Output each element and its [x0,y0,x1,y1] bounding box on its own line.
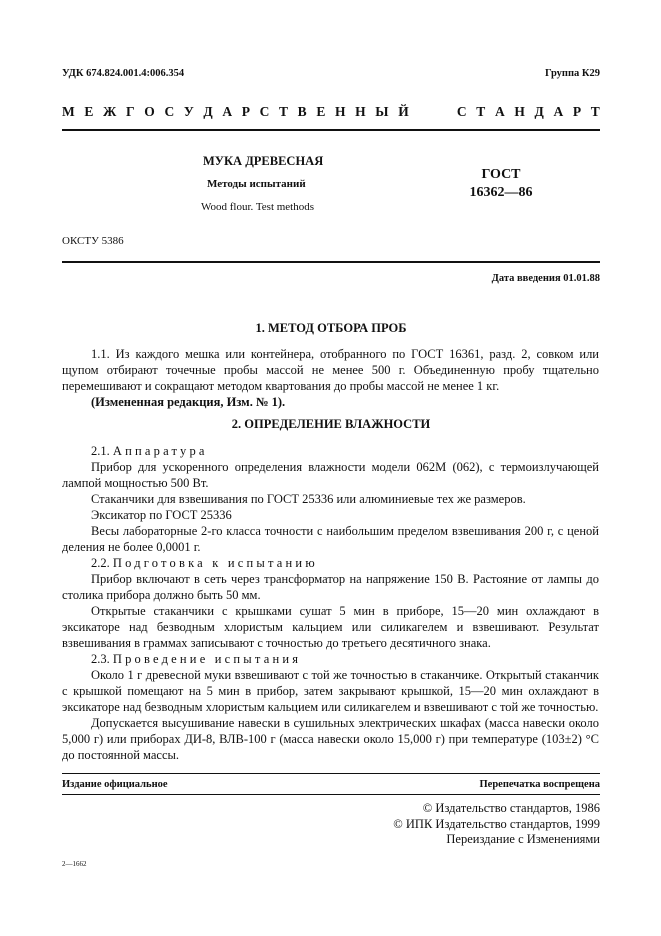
interstate-letter: Р [241,104,250,119]
gost-designation [456,166,546,202]
paragraph-2-1-b: Стаканчики для взвешивания по ГОСТ 25336 или алюминиевые тех же размеров. [91,492,526,506]
interstate-letter: Н [334,104,346,119]
interstate-letter: Н [355,104,366,119]
okstu-code: ОКСТУ 5386 [62,235,124,247]
introduction-date: Дата введения 01.01.88 [491,273,600,284]
subsection-2-3-heading [62,651,599,667]
interstate-letter: Ж [103,104,117,119]
header-divider [62,129,600,131]
interstate-letter: Т [279,104,289,119]
paragraph-2-3-a: Около 1 г древесной муки взвешивают с той же точностью в стаканчике. Открытый стаканчик с крышкой помещают на 5 мин в прибор, затем закрывают крышкой, 15—20 мин охлаждают в эксикаторе над безводным хлористым кальцием или силикагелем и взвешивают с той же точностью. [62,668,599,714]
copyright-1999: © ИПК Издательство стандартов, 1999 [393,816,600,831]
footer-divider [62,773,600,774]
udk-code: УДК 674.824.001.4:006.354 [62,68,185,79]
reissue-note: Переиздание с Изменениями [446,832,600,846]
interstate-letter: Н [514,104,525,119]
interstate-letter: А [553,104,564,119]
subsection-2-1-heading [62,443,599,459]
section-1-body [62,346,599,410]
interstate-letter: О [144,104,155,119]
paragraph-2-2-a: Прибор включают в сеть через трансформатор на напряжение 150 В. Растояние от лампы до столика прибора должно быть 50 мм. [62,572,599,602]
footer-bottom-divider [62,794,600,795]
interstate-letter: А [494,104,505,119]
interstate-letter: У [183,104,194,119]
interstate-letter: Т [590,104,600,119]
interstate-letter: Д [203,104,213,119]
subsection-2-2-number: 2.2. [91,556,110,570]
title-divider [62,261,600,263]
subsection-2-2-title: Подготовка к испытанию [112,556,318,570]
reprint-prohibited-label: Перепечатка воспрещена [479,779,600,790]
gost-label: ГОСТ [481,167,521,182]
subsection-2-1-number: 2.1. [91,444,110,458]
subsection-2-2-heading [62,555,599,571]
paragraph-2-3-b: Допускается высушивание навески в сушильных электрических шкафах (масса навески около 5,000 г) или приборах ДИ-8, ВЛВ-100 г (масса навески около 15,000 г) при температуре (103±2) °С до постоянной массы. [62,716,599,762]
interstate-letter: М [62,104,75,119]
subsection-2-3-title: Проведение испытания [112,652,302,666]
english-title: Wood flour. Test methods [201,201,315,213]
interstate-letter: С [164,104,175,119]
paragraph-2-1-c: Эксикатор по ГОСТ 25336 [91,508,232,522]
document-subtitle: Методы испытаний [207,178,306,190]
interstate-letter: Т [476,104,486,119]
section-2-heading: 2. ОПРЕДЕЛЕНИЕ ВЛАЖНОСТИ [231,417,431,431]
interstate-letter: Д [534,104,544,119]
interstate-letter: Е [84,104,94,119]
interstate-letter: С [259,104,270,119]
paragraph-1-1: 1.1. Из каждого мешка или контейнера, отобранного по ГОСТ 16361, разд. 2, совком или щупом отбирают точечные пробы массой не менее 500 г. Объединенную пробу тщательно перемешивают и сокращают методом квартования до пробы массой не менее 1 кг. [62,347,599,393]
document-title: МУКА ДРЕВЕСНАЯ [203,154,324,168]
section-2-body [62,443,599,763]
copyright-block [393,801,600,848]
interstate-letter: В [297,104,307,119]
official-edition-label: Издание официальное [62,779,168,790]
subsection-2-3-number: 2.3. [91,652,110,666]
gost-number: 16362—86 [469,185,533,200]
paragraph-2-2-b: Открытые стаканчики с крышками сушат 5 мин в приборе, 15—20 мин охлаждают в эксикаторе над безводным хлористым кальцием или силикагелем и взвешивают. Результат взвешивания в граммах записывают с точностью до третьего десятичного знака. [62,604,599,650]
interstate-letter: Й [398,104,409,119]
group-code: Группа К29 [544,68,600,79]
copyright-1986: © Издательство стандартов, 1986 [422,801,600,815]
interstate-letter: С [456,104,467,119]
interstate-letter: Р [572,104,582,119]
paragraph-2-1-a: Прибор для ускоренного определения влажности модели 062М (062), с термоизлучающей лампой мощностью 500 Вт. [62,460,599,490]
subsection-2-1-title: Аппаратура [112,444,208,458]
section-1-heading: 1. МЕТОД ОТБОРА ПРОБ [255,321,407,335]
interstate-letter: Ы [375,104,389,119]
interstate-letter: Г [126,104,135,119]
paragraph-2-1-d: Весы лабораторные 2-го класса точности с наибольшим пределом взвешивания 200 г, с ценой деления не более 0,0001 г. [62,524,599,554]
interstate-letter: А [222,104,233,119]
edition-note: (Измененная редакция, Изм. № 1). [91,395,286,409]
interstate-letter: Е [316,104,326,119]
interstate-standard-heading [62,104,600,120]
print-code: 2—1662 [62,860,87,868]
